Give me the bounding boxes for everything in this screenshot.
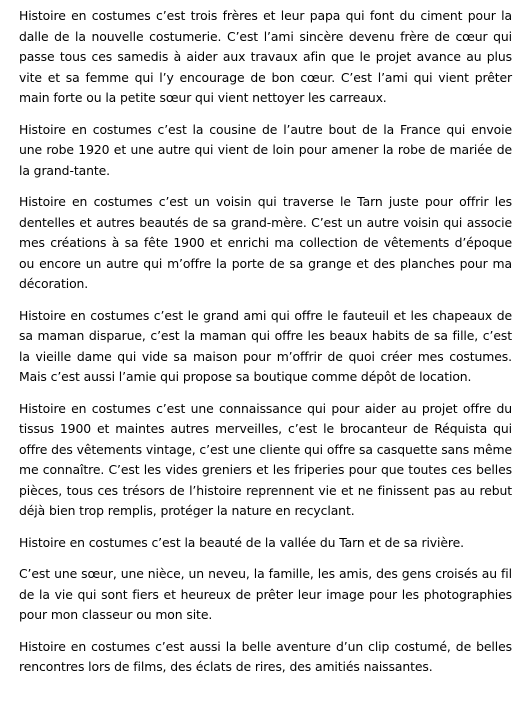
paragraph-cousine-robe: Histoire en costumes c’est la cousine de l’autre bout de la France qui envoie une robe 1920 et une autre qui vient de loin pour amener la robe de mariée de la grand-tante. <box>19 121 512 178</box>
document-body <box>19 6 512 689</box>
paragraph-famille-amis: C’est une sœur, une nièce, un neveu, la famille, les amis, des gens croisés au fil de la vie qui sont fiers et heureux de prêter leur image pour les photographies pour mon classeur ou mon site. <box>19 566 512 622</box>
paragraph-clip-costume: Histoire en costumes c’est aussi la belle aventure d’un clip costumé, de belles rencontres lors de films, des éclats de rires, des amitiés naissantes. <box>19 638 512 674</box>
paragraph-brocanteur: Histoire en costumes c’est une connaissance qui pour aider au projet offre du tissus 1900 et maintes autres merveilles, c’est le brocanteur de Réquista qui offre des vêtements vintage, c’est une cliente qui offre sa casquette sans même me connaître. C’est les vides greniers et les friperies pour que toutes ces belles pièces, tous ces trésors de l’histoire reprennent vie et ne finissent pas au rebut déjà bien trop remplis, protéger la nature en recyclant. <box>19 400 512 518</box>
paragraph-vallee-tarn: Histoire en costumes c’est la beauté de la vallée du Tarn et de sa rivière. <box>19 534 464 550</box>
paragraph-grand-ami: Histoire en costumes c’est le grand ami qui offre le fauteuil et les chapeaux de sa maman disparue, c’est la maman qui offre les beaux habits de sa fille, c’est la vieille dame qui vide sa maison pour m’offrir de quoi créer mes costumes. Mais c’est aussi l’amie qui propose sa boutique comme dépôt de location. <box>19 307 512 384</box>
paragraph-costumerie-construction: Histoire en costumes c’est trois frères et leur papa qui font du ciment pour la dalle de la nouvelle costumerie. C’est l’ami sincère devenu frère de cœur qui passe tous ces samedis à aider aux travaux afin que le projet avance au plus vite et sa femme qui l’y encourage de bon cœur. C’est l’ami qui vient prêter main forte ou la petite sœur qui vient nettoyer les carreaux. <box>19 8 512 105</box>
paragraph-voisins: Histoire en costumes c’est un voisin qui traverse le Tarn juste pour offrir les dentelles et autres beautés de sa grand-mère. C’est un autre voisin qui associe mes créations à sa fête 1900 et enrichi ma collection de vêtements d’époque ou encore un autre qui m’offre la porte de sa grange et des planches pour ma décoration. <box>19 194 512 291</box>
